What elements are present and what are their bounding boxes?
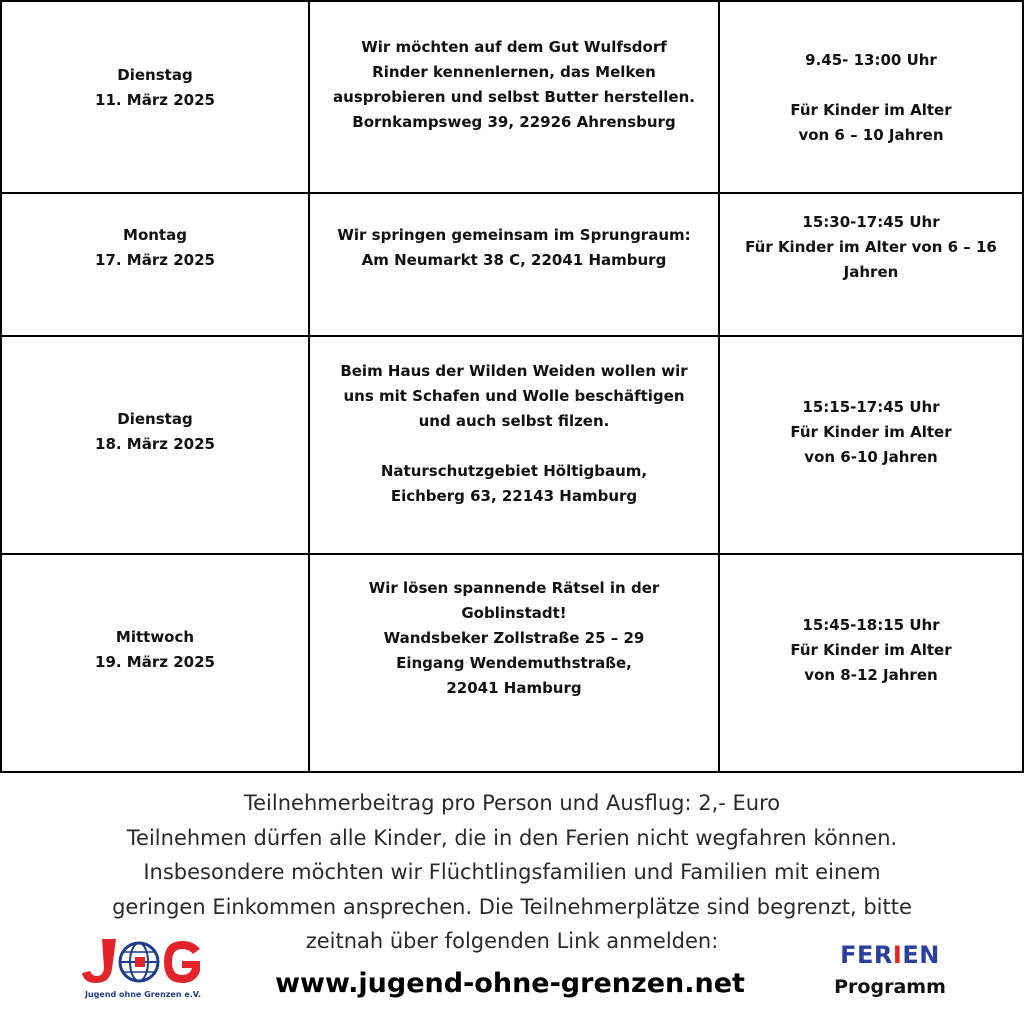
table-row xyxy=(0,555,1024,771)
event-time: 9.45- 13:00 Uhr Für Kinder im Alter von 6 – 10 Jahren xyxy=(790,51,952,144)
event-description-cell xyxy=(310,555,718,771)
ferien-part: I xyxy=(892,941,903,969)
event-date-cell xyxy=(2,337,308,553)
event-description-cell xyxy=(310,194,718,335)
event-date: Mittwoch 19. März 2025 xyxy=(95,628,215,671)
table-border-top xyxy=(0,0,1024,2)
info-line: geringen Einkommen ansprechen. Die Teilnehmerplätze sind begrenzt, bitte xyxy=(112,894,912,919)
table-row xyxy=(0,337,1024,553)
event-description: Wir lösen spannende Rätsel in der Goblinstadt! Wandsbeker Zollstraße 25 – 29 Eingang Wendemuthstraße, 22041 Hamburg xyxy=(368,578,660,697)
event-description-cell xyxy=(310,337,718,553)
event-time-cell xyxy=(720,555,1022,771)
table-row-divider xyxy=(0,335,1024,337)
table-column-divider xyxy=(718,0,720,773)
info-line: zeitnah über folgenden Link anmelden: xyxy=(305,929,719,953)
table-row xyxy=(0,194,1024,335)
event-date-cell xyxy=(2,2,308,192)
event-date-cell xyxy=(2,555,308,771)
event-time-cell xyxy=(720,2,1022,192)
table-column-divider xyxy=(308,0,310,773)
table-row-divider xyxy=(0,553,1024,555)
event-time-cell xyxy=(720,194,1022,335)
table-row xyxy=(0,2,1024,192)
event-description: Wir springen gemeinsam im Sprungraum: Am Neumarkt 38 C, 22041 Hamburg xyxy=(337,225,691,269)
participation-info xyxy=(0,786,1024,959)
website-link[interactable]: www.jugend-ohne-grenzen.net xyxy=(275,968,745,999)
ferien-part: EN xyxy=(902,941,940,969)
ferien-wordmark xyxy=(820,940,960,970)
event-description: Wir möchten auf dem Gut Wulfsdorf Rinder kennenlernen, das Melken ausprobieren und selbst Butter herstellen. Bornkampsweg 39, 22926 Ahrensburg xyxy=(333,38,695,131)
table-border-left xyxy=(0,0,2,773)
table-row-divider xyxy=(0,192,1024,194)
event-date-cell xyxy=(2,194,308,335)
event-description-cell xyxy=(310,2,718,192)
event-time-cell xyxy=(720,337,1022,553)
fee-line: Teilnehmerbeitrag pro Person und Ausflug: 2,- Euro xyxy=(243,791,781,815)
event-date: Dienstag 18. März 2025 xyxy=(95,410,215,453)
jog-logo-caption: Jugend ohne Grenzen e.V. xyxy=(85,990,201,999)
ferien-programm-logo xyxy=(820,940,960,1010)
ferien-part: FER xyxy=(840,941,893,969)
event-time: 15:15-17:45 Uhr Für Kinder im Alter von 6-10 Jahren xyxy=(790,397,952,466)
event-description: Beim Haus der Wilden Weiden wollen wir uns mit Schafen und Wolle beschäftigen und auch selbst filzen. Naturschutzgebiet Höltigbaum, Eichberg 63, 22143 Hamburg xyxy=(340,362,688,505)
info-line: Teilnehmen dürfen alle Kinder, die in den Ferien nicht wegfahren können. xyxy=(126,825,898,850)
event-date: Montag 17. März 2025 xyxy=(95,225,215,269)
jog-logo-icon xyxy=(78,935,208,991)
event-time: 15:45-18:15 Uhr Für Kinder im Alter von 8-12 Jahren xyxy=(790,615,952,684)
programm-label: Programm xyxy=(834,976,946,998)
jog-logo xyxy=(78,935,208,1007)
event-date: Dienstag 11. März 2025 xyxy=(95,66,215,109)
info-line: Insbesondere möchten wir Flüchtlingsfamilien und Familien mit einem xyxy=(143,860,881,884)
table-border-bottom xyxy=(0,771,1024,773)
event-time: 15:30-17:45 Uhr Für Kinder im Alter von 6 – 16 Jahren xyxy=(745,213,997,281)
